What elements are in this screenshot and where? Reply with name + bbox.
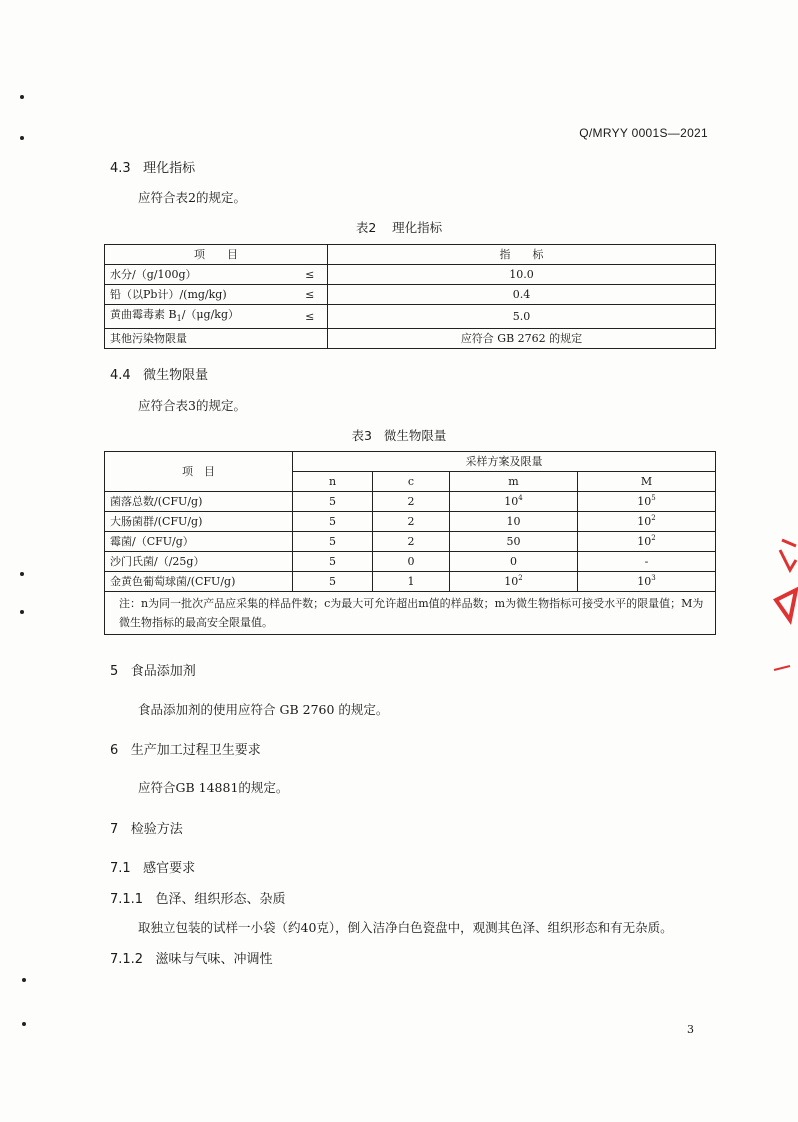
table-row	[105, 532, 716, 552]
binding-mark	[20, 610, 24, 614]
table2	[104, 244, 716, 349]
cell-m: $10^4$	[450, 492, 578, 512]
cell-symbol: ≤	[293, 265, 328, 285]
section-7-1-1-text: 取独立包装的试样一小袋（约40克），倒入洁净白色瓷盘中，观测其色泽、组织形态和有无杂质。	[138, 920, 673, 935]
table-row	[105, 492, 716, 512]
cell-M: $10^3$	[578, 572, 716, 592]
section-7-1-heading: 7.1 感官要求	[110, 861, 196, 876]
binding-mark	[20, 136, 24, 140]
table3-caption: 表3 微生物限量	[351, 428, 447, 443]
column-header-item: 项 目	[105, 245, 328, 265]
table-row	[105, 305, 716, 329]
cell-m: 10	[450, 512, 578, 532]
cell-item: 铅（以Pb计）/(mg/kg)	[105, 285, 293, 305]
cell-M: $10^2$	[578, 512, 716, 532]
table-row	[105, 265, 716, 285]
cell-symbol: ≤	[293, 305, 328, 329]
cell-item: 黄曲霉毒素 $B_1/(\mu g/kg)$	[105, 305, 293, 329]
table2-caption: 表2 理化指标	[355, 220, 443, 235]
section-5-text: 食品添加剂的使用应符合 GB 2760 的规定。	[138, 702, 389, 717]
column-header-c: c	[373, 472, 450, 492]
cell-M: -	[578, 552, 716, 572]
cell-n: 5	[293, 572, 373, 592]
section-6-text: 应符合GB 14881的规定。	[138, 780, 289, 795]
table-row	[105, 552, 716, 572]
binding-mark	[22, 978, 26, 982]
cell-n: 5	[293, 512, 373, 532]
cell-m: $10^2$	[450, 572, 578, 592]
binding-mark	[22, 1022, 26, 1026]
section-7-1-1-heading: 7.1.1 色泽、组织形态、杂质	[110, 892, 286, 907]
cell-c: 2	[373, 532, 450, 552]
column-header-index: 指 标	[328, 245, 716, 265]
cell-n: 5	[293, 532, 373, 552]
binding-mark	[20, 95, 24, 99]
cell-c: 1	[373, 572, 450, 592]
cell-value: 应符合 GB 2762 的规定	[328, 329, 716, 349]
cell-item: 金黄色葡萄球菌/(CFU/g)	[105, 572, 293, 592]
section-7-heading: 7 检验方法	[110, 822, 183, 837]
binding-mark	[20, 572, 24, 576]
table3	[104, 451, 716, 635]
section-5-heading: 5 食品添加剂	[110, 664, 196, 679]
column-header-M: M	[578, 472, 716, 492]
cell-item: 霉菌/（CFU/g）	[105, 532, 293, 552]
cell-item: 其他污染物限量	[105, 329, 328, 349]
cell-symbol: ≤	[293, 285, 328, 305]
table-row	[105, 452, 716, 472]
cell-value: 10.0	[328, 265, 716, 285]
cell-item: 大肠菌群/(CFU/g)	[105, 512, 293, 532]
section-4-4-heading: 4.4 微生物限量	[110, 368, 209, 383]
table-row	[105, 572, 716, 592]
cell-M: $10^2$	[578, 532, 716, 552]
section-4-3-heading: 4.3 理化指标	[110, 161, 196, 176]
column-header-sampling: 采样方案及限量	[293, 452, 716, 472]
page-number: 3	[687, 1023, 694, 1036]
table-row	[105, 329, 716, 349]
section-6-heading: 6 生产加工过程卫生要求	[110, 743, 261, 758]
document-id: Q/MRYY 0001S—2021	[579, 126, 708, 140]
table-row	[105, 285, 716, 305]
section-7-1-2-heading: 7.1.2 滋味与气味、冲调性	[110, 952, 273, 967]
cell-M: $10^5$	[578, 492, 716, 512]
cell-n: 5	[293, 552, 373, 572]
cell-m: 0	[450, 552, 578, 572]
cell-m: 50	[450, 532, 578, 552]
cell-item: 沙门氏菌/（/25g）	[105, 552, 293, 572]
cell-c: 2	[373, 492, 450, 512]
table-row	[105, 512, 716, 532]
seal-stamp-fragment	[770, 530, 798, 680]
section-4-4-text: 应符合表3的规定。	[138, 398, 246, 413]
column-header-n: n	[293, 472, 373, 492]
cell-value: 5.0	[328, 305, 716, 329]
cell-item: 菌落总数/(CFU/g)	[105, 492, 293, 512]
cell-n: 5	[293, 492, 373, 512]
table-row	[105, 245, 716, 265]
cell-item: 水分/（g/100g）	[105, 265, 293, 285]
table3-note: 注：n为同一批次产品应采集的样品件数；c为最大可允许超出m值的样品数；m为微生物指标可接受水平的限量值；M为微生物指标的最高安全限量值。	[105, 592, 716, 635]
table-row	[105, 592, 716, 635]
section-4-3-text: 应符合表2的规定。	[138, 190, 246, 205]
column-header-m: m	[450, 472, 578, 492]
cell-c: 0	[373, 552, 450, 572]
cell-value: 0.4	[328, 285, 716, 305]
column-header-item: 项 目	[105, 452, 293, 492]
cell-c: 2	[373, 512, 450, 532]
